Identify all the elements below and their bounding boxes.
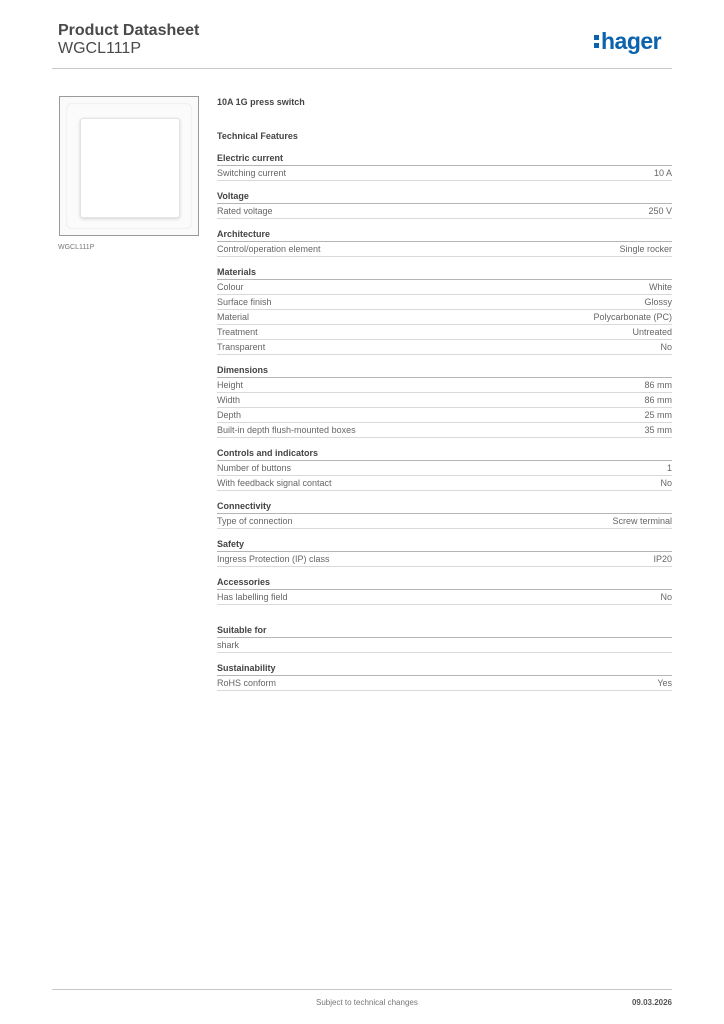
spec-section <box>217 363 672 438</box>
spec-row <box>217 166 672 181</box>
spec-label: Has labelling field <box>217 592 288 602</box>
spec-value: Untreated <box>632 327 672 337</box>
spec-value: 1 <box>666 463 672 473</box>
product-name: 10A 1G press switch <box>217 97 305 107</box>
footer-date: 09.03.2026 <box>631 998 672 1007</box>
spec-section <box>217 265 672 355</box>
spec-section <box>217 575 672 605</box>
spec-value: Yes <box>657 678 672 688</box>
section-title: Electric current <box>217 151 672 166</box>
spec-value: Screw terminal <box>612 516 672 526</box>
spec-row <box>217 476 672 491</box>
spec-label: Number of buttons <box>217 463 292 473</box>
spec-label: Colour <box>217 282 244 292</box>
footer-note: Subject to technical changes <box>316 998 418 1007</box>
spec-row <box>217 242 672 257</box>
section-title: Voltage <box>217 189 672 204</box>
spec-label: Transparent <box>217 342 266 352</box>
spec-section <box>217 661 672 691</box>
spec-label: Height <box>217 380 244 390</box>
spec-row <box>217 295 672 310</box>
spec-row <box>217 340 672 355</box>
section-title: Materials <box>217 265 672 280</box>
spec-label: Rated voltage <box>217 206 273 216</box>
spec-section <box>217 537 672 567</box>
spec-row <box>217 461 672 476</box>
spec-label: shark <box>217 640 240 650</box>
spec-section <box>217 189 672 219</box>
spec-value: No <box>660 342 672 352</box>
spec-label: Ingress Protection (IP) class <box>217 554 330 564</box>
spec-label: Control/operation element <box>217 244 321 254</box>
spec-value: 250 V <box>648 206 672 216</box>
product-code: WGCL111P <box>58 40 141 57</box>
spec-section <box>217 446 672 491</box>
spec-section <box>217 623 672 653</box>
spec-row <box>217 325 672 340</box>
features-heading: Technical Features <box>217 131 298 141</box>
spec-value: 86 mm <box>644 395 672 405</box>
section-title: Dimensions <box>217 363 672 378</box>
spec-label: Treatment <box>217 327 258 337</box>
spec-value: 86 mm <box>644 380 672 390</box>
spec-row <box>217 408 672 423</box>
spec-value: 10 A <box>653 168 672 178</box>
section-title: Accessories <box>217 575 672 590</box>
spec-label: With feedback signal contact <box>217 478 332 488</box>
spec-value: 25 mm <box>644 410 672 420</box>
spec-section <box>217 499 672 529</box>
spec-value: IP20 <box>653 554 672 564</box>
image-caption: WGCL111P <box>58 244 95 251</box>
switch-plate <box>66 103 192 229</box>
section-title: Controls and indicators <box>217 446 672 461</box>
spec-row <box>217 378 672 393</box>
section-title: Connectivity <box>217 499 672 514</box>
section-title: Sustainability <box>217 661 672 676</box>
header-divider <box>52 68 672 69</box>
section-title: Suitable for <box>217 623 672 638</box>
spec-row <box>217 552 672 567</box>
spec-label: Surface finish <box>217 297 272 307</box>
document-header <box>58 22 199 58</box>
footer-divider <box>52 989 672 990</box>
document-title: Product Datasheet <box>58 22 200 39</box>
spec-label: Depth <box>217 410 242 420</box>
spec-row <box>217 204 672 219</box>
spec-table <box>217 95 672 699</box>
spec-section <box>217 227 672 257</box>
section-title: Architecture <box>217 227 672 242</box>
spec-row <box>217 590 672 605</box>
spec-row <box>217 514 672 529</box>
logo-colon-icon <box>594 33 599 50</box>
spec-sections <box>217 151 672 691</box>
spec-label: Built-in depth flush-mounted boxes <box>217 425 356 435</box>
switch-rocker <box>80 118 180 218</box>
spec-row <box>217 310 672 325</box>
spec-row <box>217 638 672 653</box>
spec-value: No <box>660 592 672 602</box>
logo-text: hager <box>601 28 662 54</box>
spec-section <box>217 151 672 181</box>
hager-logo <box>594 28 661 54</box>
spec-value: White <box>648 282 672 292</box>
spec-value: Polycarbonate (PC) <box>593 312 672 322</box>
spec-row <box>217 393 672 408</box>
spec-value: Single rocker <box>619 244 672 254</box>
spec-row <box>217 280 672 295</box>
spec-label: Width <box>217 395 241 405</box>
product-image <box>59 96 199 236</box>
spec-label: Type of connection <box>217 516 293 526</box>
spec-value: 35 mm <box>644 425 672 435</box>
spec-label: Material <box>217 312 250 322</box>
spec-label: RoHS conform <box>217 678 277 688</box>
spec-row <box>217 423 672 438</box>
spec-value: Glossy <box>644 297 672 307</box>
spec-label: Switching current <box>217 168 287 178</box>
section-title: Safety <box>217 537 672 552</box>
spec-row <box>217 676 672 691</box>
spec-value: No <box>660 478 672 488</box>
